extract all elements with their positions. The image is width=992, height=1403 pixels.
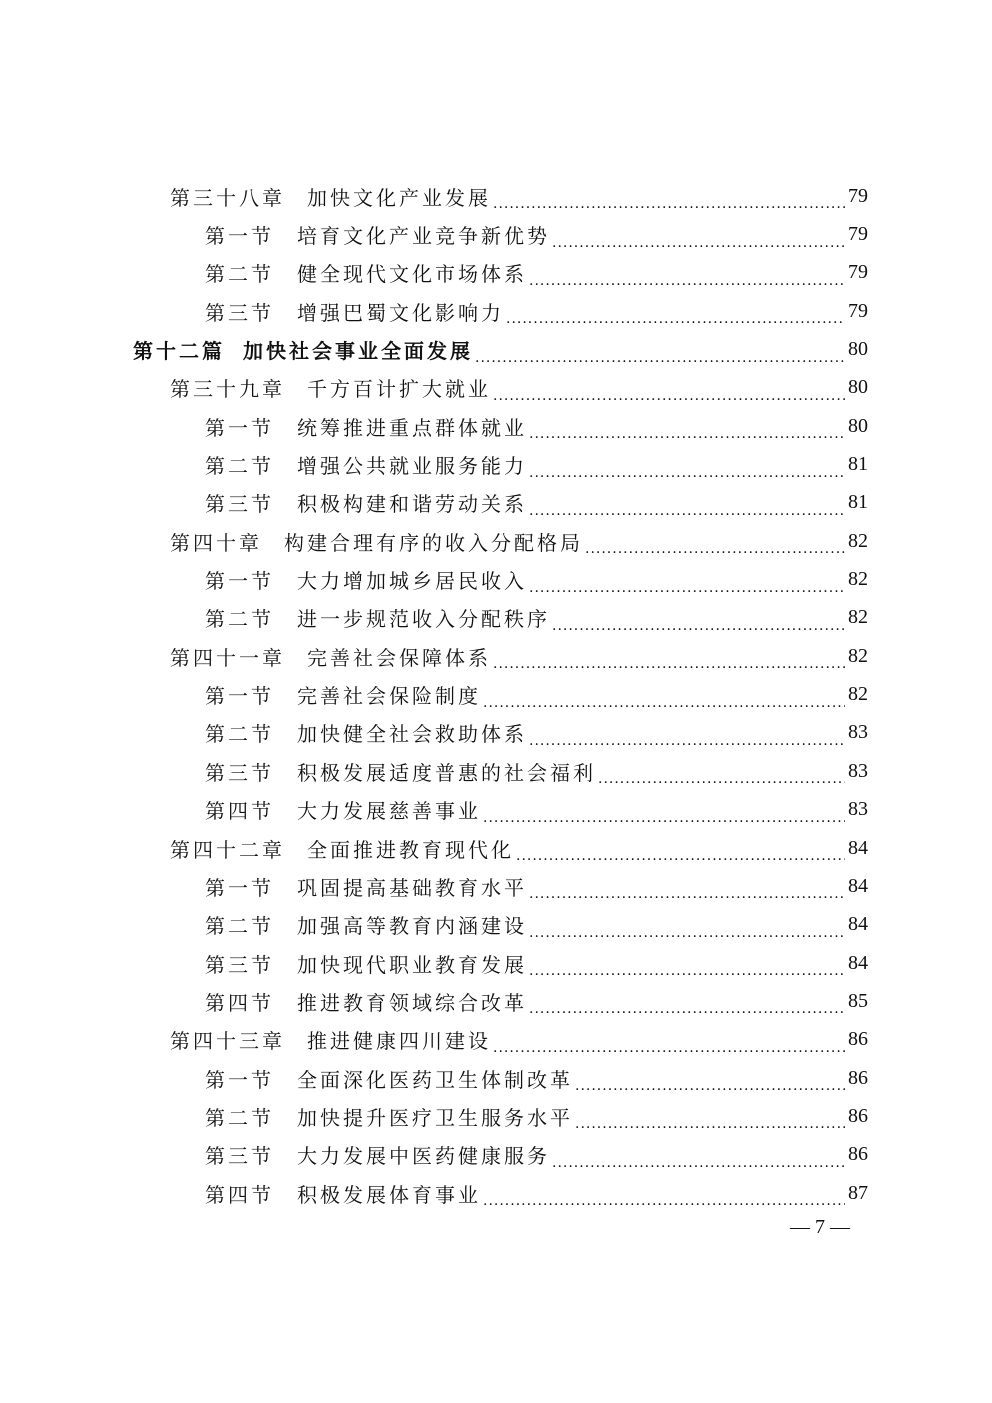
toc-entry-page: 86	[848, 1104, 868, 1127]
toc-section-entry[interactable]	[0, 752, 868, 790]
dot-leader	[493, 649, 845, 669]
dot-leader	[552, 1148, 845, 1168]
toc-entry-label	[205, 603, 550, 632]
toc-entry-title: 大力发展中医药健康服务	[297, 1144, 550, 1169]
dot-leader	[516, 841, 845, 861]
dot-leader	[575, 1071, 845, 1091]
dot-leader	[529, 918, 845, 938]
toc-section-entry[interactable]	[0, 791, 868, 829]
toc-section-entry[interactable]	[0, 215, 868, 253]
toc-section-entry[interactable]	[0, 714, 868, 752]
toc-section-entry[interactable]	[0, 560, 868, 598]
toc-entry-number: 第三十九章	[170, 377, 285, 402]
dot-leader	[493, 1033, 845, 1053]
toc-entry-page: 83	[848, 759, 868, 782]
toc-entry-number: 第四节	[205, 799, 274, 824]
toc-entry-page: 82	[848, 568, 868, 591]
dot-leader	[483, 803, 845, 823]
toc-entry-title: 加强高等教育内涵建设	[297, 914, 527, 939]
toc-entry-page: 84	[848, 913, 868, 936]
toc-entry-label	[170, 1025, 491, 1054]
toc-entry-label	[133, 335, 473, 364]
toc-entry-title: 加快文化产业发展	[307, 185, 491, 210]
toc-entry-number: 第一节	[205, 415, 274, 440]
toc-entry-page: 85	[848, 989, 868, 1012]
toc-entry-label	[205, 1179, 481, 1208]
toc-entry-label	[205, 987, 527, 1016]
toc-entry-page: 87	[848, 1181, 868, 1204]
toc-entry-title: 健全现代文化市场体系	[297, 262, 527, 287]
toc-entry-number: 第三节	[205, 952, 274, 977]
toc-entry-label	[205, 795, 481, 824]
toc-entry-page: 84	[848, 874, 868, 897]
toc-section-entry[interactable]	[0, 906, 868, 944]
toc-section-entry[interactable]	[0, 484, 868, 522]
dot-leader	[483, 688, 845, 708]
toc-entry-label	[170, 527, 583, 556]
toc-section-entry[interactable]	[0, 944, 868, 982]
toc-entry-number: 第二节	[205, 1105, 274, 1130]
dot-leader	[529, 994, 845, 1014]
dot-leader	[529, 956, 845, 976]
toc-entry-title: 积极发展体育事业	[297, 1182, 481, 1207]
toc-entry-number: 第一节	[205, 1067, 274, 1092]
toc-entry-page: 81	[848, 491, 868, 514]
dot-leader	[529, 573, 845, 593]
toc-entry-title: 构建合理有序的收入分配格局	[284, 530, 583, 555]
toc-entry-number: 第一节	[205, 684, 274, 709]
toc-section-entry[interactable]	[0, 867, 868, 905]
toc-entry-page: 79	[848, 223, 868, 246]
toc-entry-title: 积极发展适度普惠的社会福利	[297, 760, 596, 785]
toc-entry-title: 大力发展慈善事业	[297, 799, 481, 824]
toc-chapter-entry[interactable]	[0, 1021, 868, 1059]
toc-entry-label	[205, 565, 527, 594]
dot-leader	[529, 726, 845, 746]
dot-leader	[585, 534, 845, 554]
toc-section-entry[interactable]	[0, 1059, 868, 1097]
toc-entry-title: 加快健全社会救助体系	[297, 722, 527, 747]
toc-entry-label	[205, 949, 527, 978]
toc-entry-label	[205, 718, 527, 747]
dot-leader	[475, 343, 845, 363]
toc-entry-label	[205, 258, 527, 287]
toc-entry-page: 82	[848, 644, 868, 667]
toc-entry-label	[205, 450, 527, 479]
toc-entry-page: 83	[848, 721, 868, 744]
toc-chapter-entry[interactable]	[0, 829, 868, 867]
dot-leader	[483, 1186, 845, 1206]
toc-entry-number: 第四节	[205, 990, 274, 1015]
toc-entry-page: 86	[848, 1028, 868, 1051]
toc-chapter-entry[interactable]	[0, 177, 868, 215]
dot-leader	[506, 304, 845, 324]
dot-leader	[552, 611, 845, 631]
toc-entry-label	[205, 220, 550, 249]
page-number: — 7 —	[790, 1216, 850, 1238]
toc-part-entry[interactable]	[0, 330, 868, 368]
dot-leader	[598, 764, 845, 784]
toc-entry-page: 80	[848, 376, 868, 399]
dot-leader	[493, 189, 845, 209]
toc-entry-label	[170, 834, 514, 863]
toc-entry-title: 统筹推进重点群体就业	[297, 415, 527, 440]
toc-entry-label	[205, 680, 481, 709]
dot-leader	[529, 496, 845, 516]
toc-entry-number: 第三节	[205, 1144, 274, 1169]
toc-section-entry[interactable]	[0, 1174, 868, 1212]
toc-chapter-entry[interactable]	[0, 522, 868, 560]
toc-entry-number: 第二节	[205, 722, 274, 747]
toc-chapter-entry[interactable]	[0, 369, 868, 407]
dot-leader	[493, 381, 845, 401]
toc-entry-page: 80	[848, 338, 868, 361]
toc-entry-number: 第四十三章	[170, 1029, 285, 1054]
toc-entry-label	[170, 642, 491, 671]
toc-entry-title: 完善社会保障体系	[307, 645, 491, 670]
table-of-contents	[0, 177, 992, 1212]
toc-entry-title: 培育文化产业竞争新优势	[297, 224, 550, 249]
toc-entry-number: 第三节	[205, 760, 274, 785]
toc-entry-label	[205, 910, 527, 939]
toc-entry-number: 第四十二章	[170, 837, 285, 862]
toc-entry-page: 79	[848, 184, 868, 207]
toc-entry-number: 第三十八章	[170, 185, 285, 210]
toc-section-entry[interactable]	[0, 599, 868, 637]
dot-leader	[529, 266, 845, 286]
toc-entry-label	[205, 757, 596, 786]
toc-entry-number: 第三节	[205, 492, 274, 517]
toc-entry-number: 第四十章	[170, 530, 262, 555]
toc-section-entry[interactable]	[0, 292, 868, 330]
toc-section-entry[interactable]	[0, 1097, 868, 1135]
toc-entry-page: 81	[848, 453, 868, 476]
toc-entry-title: 加快现代职业教育发展	[297, 952, 527, 977]
toc-entry-page: 82	[848, 606, 868, 629]
toc-entry-number: 第一节	[205, 224, 274, 249]
toc-entry-page: 80	[848, 414, 868, 437]
toc-section-entry[interactable]	[0, 445, 868, 483]
toc-entry-number: 第二节	[205, 454, 274, 479]
toc-entry-page: 84	[848, 836, 868, 859]
toc-entry-label	[205, 488, 527, 517]
toc-entry-label	[170, 182, 491, 211]
dot-leader	[529, 458, 845, 478]
toc-entry-title: 巩固提高基础教育水平	[297, 875, 527, 900]
toc-entry-title: 完善社会保险制度	[297, 684, 481, 709]
toc-entry-number: 第一节	[205, 875, 274, 900]
toc-entry-title: 积极构建和谐劳动关系	[297, 492, 527, 517]
toc-entry-number: 第二节	[205, 262, 274, 287]
toc-section-entry[interactable]	[0, 675, 868, 713]
toc-entry-title: 增强公共就业服务能力	[297, 454, 527, 479]
dot-leader	[529, 419, 845, 439]
toc-entry-label	[205, 1064, 573, 1093]
toc-entry-label	[205, 872, 527, 901]
toc-entry-number: 第二节	[205, 607, 274, 632]
toc-entry-number: 第一节	[205, 569, 274, 594]
toc-entry-page: 84	[848, 951, 868, 974]
toc-entry-number: 第十二篇	[133, 339, 225, 364]
toc-entry-page: 79	[848, 299, 868, 322]
toc-section-entry[interactable]	[0, 982, 868, 1020]
toc-chapter-entry[interactable]	[0, 637, 868, 675]
toc-entry-label	[170, 373, 491, 402]
toc-entry-title: 进一步规范收入分配秩序	[297, 607, 550, 632]
dot-leader	[552, 228, 845, 248]
toc-entry-page: 86	[848, 1143, 868, 1166]
toc-entry-label	[205, 1140, 550, 1169]
dot-leader	[575, 1109, 845, 1129]
toc-entry-title: 加快提升医疗卫生服务水平	[297, 1105, 573, 1130]
toc-entry-title: 加快社会事业全面发展	[243, 339, 473, 364]
toc-entry-number: 第二节	[205, 914, 274, 939]
toc-entry-page: 82	[848, 529, 868, 552]
toc-entry-page: 79	[848, 261, 868, 284]
toc-entry-title: 推进教育领域综合改革	[297, 990, 527, 1015]
toc-entry-page: 86	[848, 1066, 868, 1089]
toc-entry-title: 增强巴蜀文化影响力	[297, 300, 504, 325]
toc-entry-title: 推进健康四川建设	[307, 1029, 491, 1054]
toc-entry-number: 第三节	[205, 300, 274, 325]
toc-entry-page: 83	[848, 798, 868, 821]
toc-entry-number: 第四节	[205, 1182, 274, 1207]
toc-section-entry[interactable]	[0, 407, 868, 445]
toc-entry-label	[205, 412, 527, 441]
toc-entry-number: 第四十一章	[170, 645, 285, 670]
toc-entry-page: 82	[848, 683, 868, 706]
dot-leader	[529, 879, 845, 899]
toc-section-entry[interactable]	[0, 254, 868, 292]
toc-section-entry[interactable]	[0, 1136, 868, 1174]
toc-entry-title: 千方百计扩大就业	[307, 377, 491, 402]
toc-entry-label	[205, 297, 504, 326]
toc-entry-title: 大力增加城乡居民收入	[297, 569, 527, 594]
toc-entry-title: 全面推进教育现代化	[307, 837, 514, 862]
toc-entry-title: 全面深化医药卫生体制改革	[297, 1067, 573, 1092]
toc-entry-label	[205, 1102, 573, 1131]
